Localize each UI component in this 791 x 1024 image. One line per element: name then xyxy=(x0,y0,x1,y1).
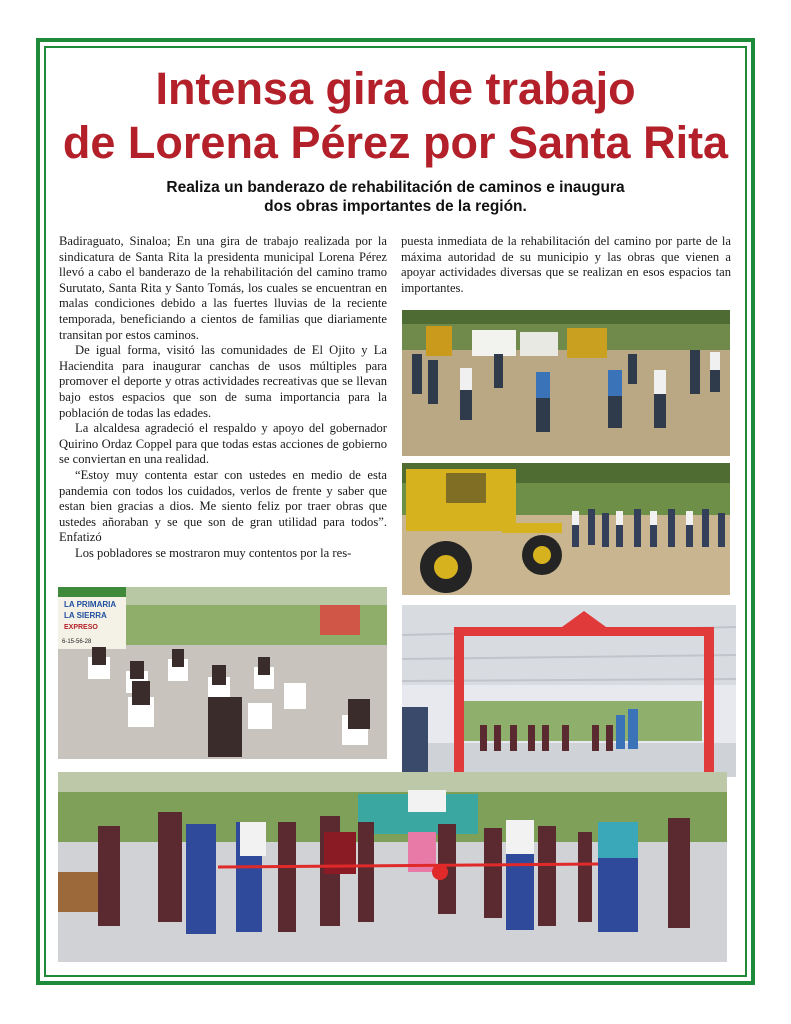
headline-line-2: de Lorena Pérez por Santa Rita xyxy=(62,117,729,168)
subhead-line-2: dos obras importantes de la región. xyxy=(264,198,527,215)
subhead-line-1: Realiza un banderazo de rehabilitación de caminos e inaugura xyxy=(166,179,625,196)
paragraph: Los pobladores se mostraron muy contentos por la res- xyxy=(75,545,352,560)
sign-text-line-4: 6-15-56-28 xyxy=(62,639,92,645)
photo-seated-audience xyxy=(58,587,387,759)
photo-pavilion-arch xyxy=(402,605,736,777)
paragraph: Badiraguato, Sinaloa; En una gira de trabajo realizada por la sindicatura de Santa Rita la presidenta municipal Lorena Pérez llevó a cabo el banderazo de la rehabilitación del camino tramo Surutato, Santa Rita y Santo Tomás, los cuales se encuentran en malas condiciones debido a las fuertes lluvias de la reciente temporada, beneficiando a cientos de familias que diariamente transitan por estos caminos. xyxy=(59,234,387,342)
photo-road-meeting xyxy=(402,310,730,456)
sign-text-line-2: LA SIERRA xyxy=(64,611,107,620)
headline-line-1: Intensa gira de trabajo xyxy=(155,63,636,114)
sign-text-line-3: EXPRESO xyxy=(64,624,98,631)
photo-road-grader xyxy=(402,463,730,595)
photo-ribbon-cutting xyxy=(58,772,727,962)
article-column-right xyxy=(401,234,731,296)
article-column-left xyxy=(59,234,387,561)
sign-text-line-1: LA PRIMARIA xyxy=(64,600,117,609)
article-headline xyxy=(50,62,741,170)
paragraph-quote: “Estoy muy contenta estar con ustedes en medio de esta pandemia con todos los cuidados, verlos de frente y saber que estan bien gracias a dios. Me siento feliz por traer obras que ustedes añoraban y se que son de gran utilidad para todos”. Enfatizó xyxy=(59,467,387,545)
paragraph: puesta inmediata de la rehabilitación del camino por parte de la máxima autoridad de su municipio y las obras que vienen a apoyar actividades diversas que se realizan en esos espacios tan importantes. xyxy=(401,234,731,295)
paragraph: La alcaldesa agradeció el respaldo y apoyo del gobernador Quirino Ordaz Coppel para que todas estas acciones de gobierno se conviertan en una realidad. xyxy=(59,421,387,467)
paragraph: De igual forma, visitó las comunidades de El Ojito y La Haciendita para inaugurar canchas de usos múltiples para promover el deporte y otras actividades recreativas que se llevan bajo estos espacios que son de suma importancia para la población de todas las edades. xyxy=(59,343,387,420)
article-subheadline xyxy=(150,178,641,216)
